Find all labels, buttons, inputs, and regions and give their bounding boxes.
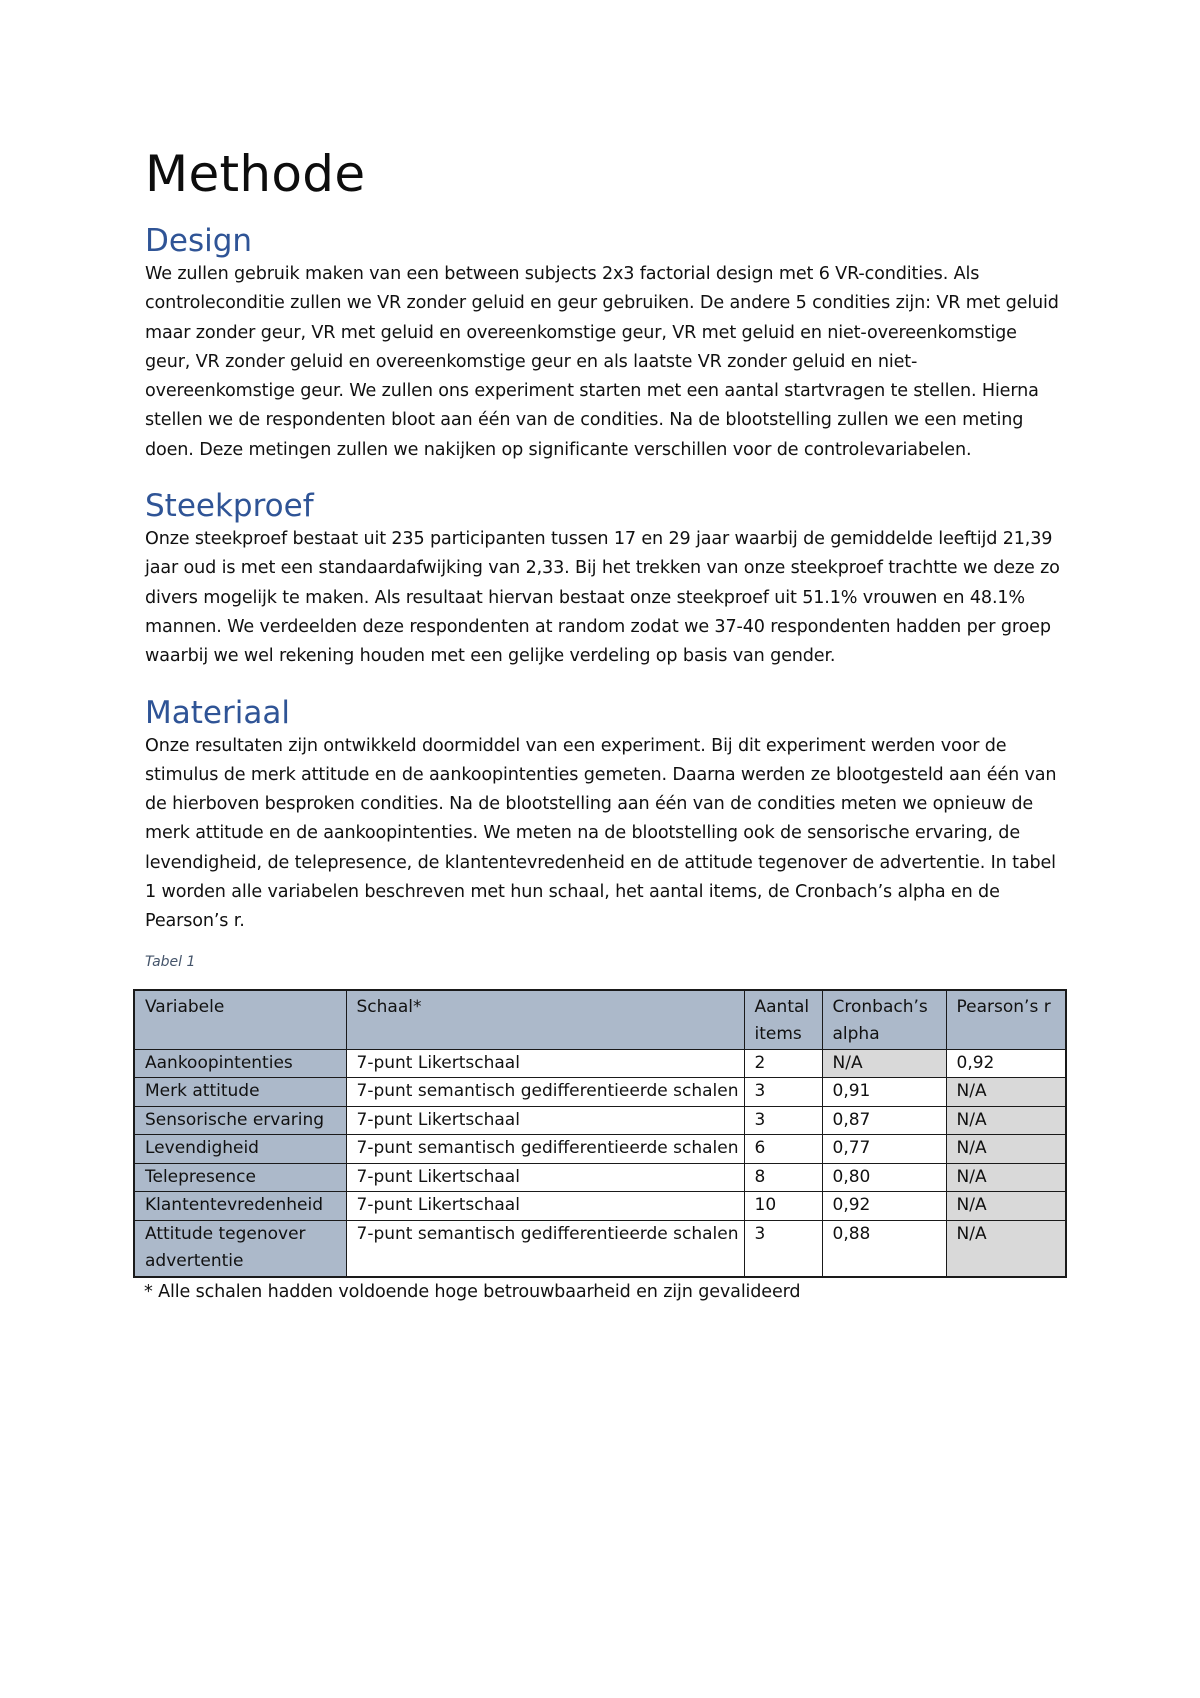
cell-aantal-items: 10 <box>744 1192 822 1221</box>
table-row <box>134 1163 1066 1192</box>
cell-variabele: Attitude tegenover advertentie <box>134 1220 346 1277</box>
design-heading: Design <box>145 223 253 259</box>
cell-cronbach-alpha: 0,88 <box>822 1220 946 1277</box>
design-paragraph: We zullen gebruik maken van een between subjects 2x3 factorial design met 6 VR-condities. Als controleconditie zullen we VR zonder geluid en geur gebruiken. De andere 5 condities zijn: VR met geluid maar zonder geur, VR met geluid en overeenkomstige geur, VR met geluid en niet-overeenkomstige geur, VR zonder geluid en overeenkomstige geur en als laatste VR zonder geluid en niet-overeenkomstige geur. We zullen ons experiment starten met een aantal startvragen te stellen. Hierna stellen we de respondenten bloot aan één van de condities. Na de blootstelling zullen we een meting doen. Deze metingen zullen we nakijken op significante verschillen voor de controlevariabelen. <box>145 264 1059 460</box>
cell-aantal-items: 3 <box>744 1220 822 1277</box>
cell-pearson-r: 0,92 <box>946 1049 1066 1078</box>
materiaal-paragraph: Onze resultaten zijn ontwikkeld doormiddel van een experiment. Bij dit experiment werden voor de stimulus de merk attitude en de aankoopintenties gemeten. Daarna werden ze blootgesteld aan één van de hierboven besproken condities. Na de blootstelling aan één van de condities meten we opnieuw de merk attitude en de aankoopintenties. We meten na de blootstelling ook de sensorische ervaring, de levendigheid, de telepresence, de klantentevredenheid en de attitude tegenover de advertentie. In tabel 1 worden alle variabelen beschreven met hun schaal, het aantal items, de Cronbach’s alpha en de Pearson’s r. <box>145 735 1057 932</box>
table-row <box>134 1106 1066 1135</box>
cell-variabele: Aankoopintenties <box>134 1049 346 1078</box>
cell-pearson-r: N/A <box>946 1163 1066 1192</box>
cell-cronbach-alpha: 0,87 <box>822 1106 946 1135</box>
table-header-row <box>134 990 1066 1050</box>
cell-cronbach-alpha: 0,80 <box>822 1163 946 1192</box>
document-page <box>145 138 1065 1306</box>
cell-aantal-items: 2 <box>744 1049 822 1078</box>
cell-schaal: 7-punt semantisch gedifferentieerde schalen <box>346 1135 744 1164</box>
cell-variabele: Levendigheid <box>134 1135 346 1164</box>
cell-schaal: 7-punt Likertschaal <box>346 1163 744 1192</box>
cell-schaal: 7-punt Likertschaal <box>346 1192 744 1221</box>
table-row <box>134 1078 1066 1107</box>
table-row <box>134 1135 1066 1164</box>
table-caption: Tabel 1 <box>145 953 196 970</box>
cell-aantal-items: 8 <box>744 1163 822 1192</box>
cell-schaal: 7-punt semantisch gedifferentieerde schalen <box>346 1220 744 1277</box>
table-row <box>134 1049 1066 1078</box>
table-footnote: * Alle schalen hadden voldoende hoge betrouwbaarheid en zijn gevalideerd <box>144 1281 801 1302</box>
table-row <box>134 1192 1066 1221</box>
cell-schaal: 7-punt Likertschaal <box>346 1106 744 1135</box>
materiaal-heading: Materiaal <box>145 694 290 731</box>
header-cronbach-alpha: Cronbach’s alpha <box>822 990 946 1050</box>
steekproef-heading: Steekproef <box>145 488 314 525</box>
header-variabele: Variabele <box>134 990 346 1050</box>
cell-cronbach-alpha: N/A <box>822 1049 946 1078</box>
header-schaal: Schaal* <box>346 990 744 1050</box>
steekproef-paragraph: Onze steekproef bestaat uit 235 participanten tussen 17 en 29 jaar waarbij de gemiddelde leeftijd 21,39 jaar oud is met een standaardafwijking van 2,33. Bij het trekken van onze steekproef trachtte we deze zo divers mogelijk te maken. Als resultaat hiervan bestaat onze steekproef uit 51.1% vrouwen en 48.1% mannen. We verdeelden deze respondenten at random zodat we 37-40 respondenten hadden per groep waarbij we wel rekening houden met een gelijke verdeling op basis van gender. <box>145 529 1060 667</box>
variables-table <box>133 989 1067 1278</box>
cell-aantal-items: 3 <box>744 1106 822 1135</box>
cell-aantal-items: 6 <box>744 1135 822 1164</box>
cell-variabele: Sensorische ervaring <box>134 1106 346 1135</box>
cell-pearson-r: N/A <box>946 1078 1066 1107</box>
cell-pearson-r: N/A <box>946 1135 1066 1164</box>
cell-pearson-r: N/A <box>946 1192 1066 1221</box>
cell-pearson-r: N/A <box>946 1220 1066 1277</box>
page-title: Methode <box>145 145 366 203</box>
header-aantal-items: Aantal items <box>744 990 822 1050</box>
cell-cronbach-alpha: 0,77 <box>822 1135 946 1164</box>
cell-schaal: 7-punt Likertschaal <box>346 1049 744 1078</box>
cell-variabele: Merk attitude <box>134 1078 346 1107</box>
cell-cronbach-alpha: 0,92 <box>822 1192 946 1221</box>
table-row <box>134 1220 1066 1277</box>
cell-cronbach-alpha: 0,91 <box>822 1078 946 1107</box>
header-pearson-r: Pearson’s r <box>946 990 1066 1050</box>
cell-schaal: 7-punt semantisch gedifferentieerde schalen <box>346 1078 744 1107</box>
cell-variabele: Klantentevredenheid <box>134 1192 346 1221</box>
cell-aantal-items: 3 <box>744 1078 822 1107</box>
cell-variabele: Telepresence <box>134 1163 346 1192</box>
cell-pearson-r: N/A <box>946 1106 1066 1135</box>
